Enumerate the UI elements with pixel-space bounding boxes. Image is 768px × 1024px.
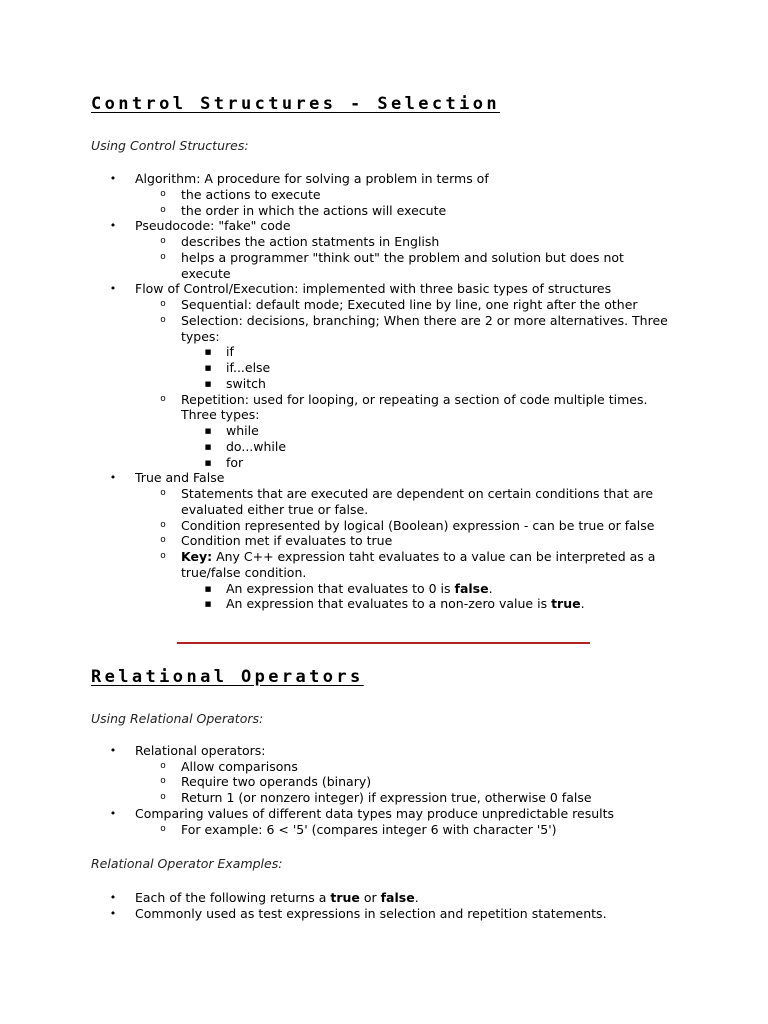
bullet-icon: o bbox=[160, 535, 166, 546]
list-item-text: An expression that evaluates to a non-zero value is bbox=[226, 596, 552, 612]
bullet-icon: o bbox=[160, 204, 166, 215]
bullet-icon: ■ bbox=[204, 458, 212, 467]
subheading-using-control-structures: Using Control Structures: bbox=[91, 138, 249, 153]
list-item-text: Allow comparisons bbox=[181, 758, 298, 774]
subheading-using-relational-operators: Using Relational Operators: bbox=[91, 711, 264, 726]
subheading-relational-operator-examples: Relational Operator Examples: bbox=[91, 856, 283, 871]
bold-keyword: Key: bbox=[181, 549, 213, 564]
list-item-text: while bbox=[226, 423, 259, 438]
list-item bbox=[204, 360, 271, 376]
section-title-relational-operators: Relational Operators bbox=[91, 667, 364, 687]
list-item-text: Commonly used as test expressions in selection and repetition statements. bbox=[135, 905, 607, 921]
section-title-control-structures: Control Structures - Selection bbox=[91, 94, 501, 114]
list-item bbox=[204, 438, 287, 455]
list-item-text: helps a programmer "think out" the problem and solution but does not bbox=[181, 249, 624, 265]
bullet-icon: • bbox=[109, 744, 117, 757]
bullet-icon: o bbox=[160, 299, 166, 309]
list-item bbox=[160, 249, 624, 266]
list-item-text: if...else bbox=[226, 360, 271, 375]
list-item bbox=[160, 202, 447, 219]
list-item-text: Condition met if evaluates to true bbox=[181, 533, 393, 549]
list-item-text: types: bbox=[181, 328, 220, 344]
list-item-text: the actions to execute bbox=[181, 186, 321, 202]
list-item-text: . bbox=[488, 580, 493, 596]
list-item bbox=[160, 186, 321, 203]
list-item bbox=[109, 890, 419, 906]
bullet-icon: o bbox=[160, 792, 166, 803]
bullet-icon: ■ bbox=[204, 442, 212, 451]
list-item bbox=[109, 805, 615, 822]
bullet-icon: o bbox=[160, 760, 166, 771]
bullet-icon: • bbox=[109, 219, 117, 233]
list-item bbox=[109, 743, 266, 759]
list-item bbox=[160, 790, 592, 806]
list-item-text: Return 1 (or nonzero integer) if expression true, otherwise 0 false bbox=[181, 790, 592, 806]
bullet-icon: ■ bbox=[204, 584, 212, 593]
list-item bbox=[109, 905, 607, 922]
list-item bbox=[109, 218, 291, 234]
list-item bbox=[181, 565, 306, 581]
list-item bbox=[109, 281, 612, 297]
list-item bbox=[109, 470, 225, 486]
list-item-text: true/false condition. bbox=[181, 564, 307, 580]
bullet-icon: o bbox=[160, 314, 166, 325]
list-item-text: Relational operators: bbox=[135, 743, 266, 758]
bold-keyword: true bbox=[551, 596, 581, 612]
list-item-text: Algorithm: A procedure for solving a problem in terms of bbox=[135, 171, 489, 186]
bullet-icon: o bbox=[160, 236, 166, 246]
list-item-text: switch bbox=[226, 375, 266, 391]
bold-keyword: true bbox=[330, 890, 360, 905]
list-item-text: if bbox=[226, 344, 234, 360]
list-item-text: describes the action statments in English bbox=[181, 234, 440, 249]
list-item bbox=[160, 234, 440, 250]
list-item bbox=[160, 391, 648, 408]
bullet-icon: o bbox=[160, 488, 166, 498]
list-item-text: for bbox=[226, 454, 244, 470]
list-item bbox=[204, 344, 234, 360]
bullet-icon: o bbox=[160, 519, 166, 530]
bullet-icon: o bbox=[160, 823, 166, 834]
list-item bbox=[204, 423, 259, 439]
list-item bbox=[160, 549, 656, 565]
list-item bbox=[160, 533, 393, 549]
bullet-icon: o bbox=[160, 393, 166, 404]
list-item-text: Condition represented by logical (Boolean) expression - can be true or false bbox=[181, 517, 655, 533]
bullet-icon: o bbox=[160, 251, 166, 262]
list-item-text: An expression that evaluates to 0 is bbox=[226, 580, 455, 596]
list-item bbox=[160, 312, 668, 329]
bullet-icon: o bbox=[160, 188, 166, 199]
bullet-icon: • bbox=[109, 172, 117, 185]
bullet-icon: • bbox=[109, 471, 117, 485]
bullet-icon: ■ bbox=[204, 348, 212, 357]
list-item bbox=[181, 329, 220, 345]
list-item bbox=[160, 486, 654, 502]
list-item bbox=[181, 502, 368, 518]
bullet-icon: • bbox=[109, 282, 117, 296]
bullet-icon: • bbox=[109, 906, 117, 920]
list-item-text: do...while bbox=[226, 438, 287, 454]
list-item-text: Three types: bbox=[181, 407, 260, 423]
list-item-text: . bbox=[580, 596, 585, 612]
list-item-text: . bbox=[414, 890, 419, 905]
list-item bbox=[204, 375, 266, 392]
list-item-text: Each of the following returns a bbox=[135, 890, 331, 905]
list-item-text: For example: 6 < '5' (compares integer 6 with character '5') bbox=[181, 821, 557, 837]
bullet-icon: ■ bbox=[204, 427, 212, 435]
bullet-icon: • bbox=[109, 891, 117, 904]
list-item-text: or bbox=[359, 890, 381, 905]
list-item-text: Statements that are executed are dependent on certain conditions that are bbox=[181, 486, 654, 501]
list-item-text: Comparing values of different data types may produce unpredictable results bbox=[135, 805, 615, 821]
list-item bbox=[204, 454, 244, 471]
list-item bbox=[181, 407, 259, 423]
list-item bbox=[181, 266, 231, 282]
list-item-text: Sequential: default mode; Executed line by line, one right after the other bbox=[181, 297, 638, 312]
list-item bbox=[160, 821, 557, 838]
bullet-icon: o bbox=[160, 776, 166, 787]
list-item-text: evaluated either true or false. bbox=[181, 501, 369, 517]
bullet-icon: ■ bbox=[204, 364, 212, 372]
list-item bbox=[160, 517, 655, 534]
list-item bbox=[160, 774, 372, 790]
bullet-icon: ■ bbox=[204, 600, 212, 609]
list-item-text: True and False bbox=[135, 470, 225, 486]
section-divider bbox=[177, 642, 590, 644]
list-item bbox=[160, 758, 298, 775]
bold-keyword: false bbox=[380, 890, 415, 905]
list-item-text: execute bbox=[181, 265, 231, 281]
list-item bbox=[109, 171, 489, 187]
bullet-icon: • bbox=[109, 806, 117, 820]
list-item-text: Flow of Control/Execution: implemented with three basic types of structures bbox=[135, 281, 612, 297]
list-item bbox=[204, 580, 493, 597]
list-item bbox=[160, 297, 638, 313]
list-item-text: the order in which the actions will execute bbox=[181, 202, 447, 218]
bold-keyword: false bbox=[454, 580, 489, 596]
list-item-text: Repetition: used for looping, or repeating a section of code multiple times. bbox=[181, 391, 648, 407]
bullet-icon: o bbox=[160, 551, 166, 561]
list-item-text: Any C++ expression taht evaluates to a value can be interpreted as a bbox=[212, 549, 656, 564]
list-item-text: Pseudocode: "fake" code bbox=[135, 218, 291, 234]
list-item-text: Selection: decisions, branching; When there are 2 or more alternatives. Three bbox=[181, 312, 668, 328]
list-item-text: Require two operands (binary) bbox=[181, 774, 372, 790]
list-item bbox=[204, 596, 585, 612]
bullet-icon: ■ bbox=[204, 379, 212, 388]
